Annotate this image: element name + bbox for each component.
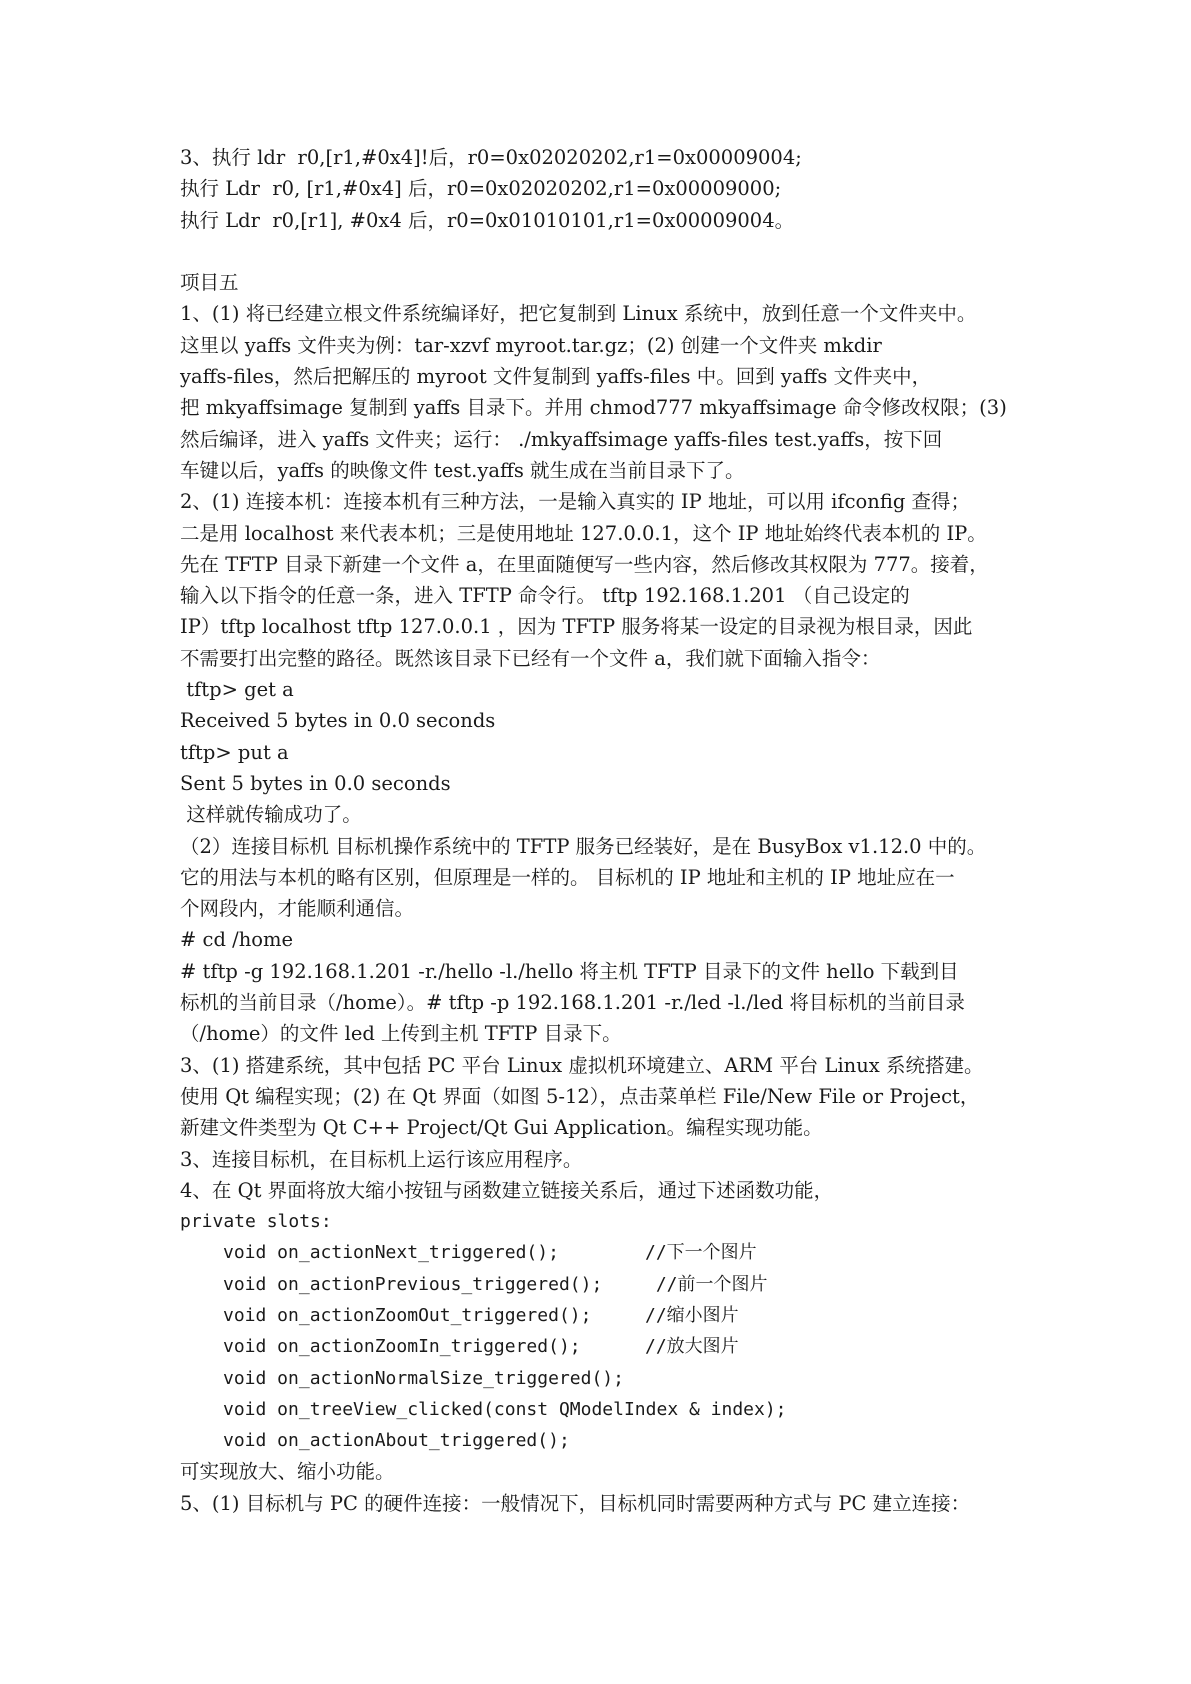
text-line: 这样就传输成功了。: [180, 803, 362, 827]
code-line: [180, 1331, 1010, 1362]
code-comment: //前一个图片: [645, 1273, 768, 1295]
code-line: [180, 1269, 1010, 1300]
code-line: [180, 1237, 1010, 1268]
text-line: 执行 Ldr r0, [r1,#0x4] 后，r0=0x02020202,r1=0x00009000;: [180, 177, 782, 201]
code-text: void on_treeView_clicked(const QModelIndex & index);: [223, 1398, 787, 1420]
text-line: # tftp -g 192.168.1.201 -r./hello -l./hello 将主机 TFTP 目录下的文件 hello 下载到目: [180, 959, 959, 983]
code-comment: //下一个图片: [645, 1242, 757, 1264]
command-line: # cd /home: [180, 928, 294, 952]
text-line: 3、(1) 搭建系统，其中包括 PC 平台 Linux 虚拟机环境建立、ARM 平台 Linux 系统搭建。: [180, 1053, 984, 1077]
text-line: 然后编译，进入 yaffs 文件夹；运行： ./mkyaffsimage yaffs-files test.yaffs，按下回: [180, 427, 943, 451]
code-text: void on_actionPrevious_triggered();: [223, 1273, 603, 1295]
section-heading: 项目五: [180, 271, 239, 295]
text-line: 1、(1) 将已经建立根文件系统编译好，把它复制到 Linux 系统中，放到任意一个文件夹中。: [180, 302, 977, 326]
code-text: void on_actionZoomIn_triggered();: [223, 1336, 581, 1358]
command-line: tftp> get a: [180, 678, 294, 702]
blank-line: [180, 236, 1010, 267]
document-page: [180, 142, 1010, 1519]
code-text: void on_actionNext_triggered();: [223, 1242, 559, 1264]
text-line: 3、连接目标机，在目标机上运行该应用程序。: [180, 1147, 583, 1171]
text-line: 4、在 Qt 界面将放大缩小按钮与函数建立链接关系后，通过下述函数功能，: [180, 1178, 834, 1202]
text-line: 车键以后，yaffs 的映像文件 test.yaffs 就生成在当前目录下了。: [180, 458, 745, 482]
text-line: 它的用法与本机的略有区别，但原理是一样的。 目标机的 IP 地址和主机的 IP 地址应在一: [180, 865, 955, 889]
code-comment: //放大图片: [645, 1336, 739, 1358]
code-header: private slots:: [180, 1211, 332, 1233]
text-line: （/home）的文件 led 上传到主机 TFTP 目录下。: [180, 1022, 622, 1046]
command-line: tftp> put a: [180, 740, 289, 764]
text-line: yaffs-files，然后把解压的 myroot 文件复制到 yaffs-files 中。回到 yaffs 文件夹中，: [180, 365, 932, 389]
text-line: IP）tftp localhost tftp 127.0.0.1 ，因为 TFTP 服务将某一设定的目录视为根目录，因此: [180, 615, 973, 639]
code-line: [180, 1425, 1010, 1456]
output-line: Received 5 bytes in 0.0 seconds: [180, 709, 496, 733]
text-line: 5、(1) 目标机与 PC 的硬件连接：一般情况下，目标机同时需要两种方式与 PC 建立连接：: [180, 1491, 971, 1515]
text-line: 执行 Ldr r0,[r1], #0x4 后，r0=0x01010101,r1=0x00009004。: [180, 208, 795, 232]
code-text: void on_actionAbout_triggered();: [223, 1430, 570, 1452]
code-comment: //缩小图片: [645, 1304, 739, 1326]
text-line: 把 mkyaffsimage 复制到 yaffs 目录下。并用 chmod777 mkyaffsimage 命令修改权限；(3): [180, 396, 1007, 420]
text-line: 个网段内，才能顺利通信。: [180, 897, 415, 921]
code-line: [180, 1394, 1010, 1425]
code-text: void on_actionZoomOut_triggered();: [223, 1304, 592, 1326]
code-text: void on_actionNormalSize_triggered();: [223, 1367, 624, 1389]
text-line: 使用 Qt 编程实现；(2) 在 Qt 界面（如图 5-12），点击菜单栏 File/New File or Project，: [180, 1084, 980, 1108]
text-line: 这里以 yaffs 文件夹为例：tar-xzvf myroot.tar.gz；(2) 创建一个文件夹 mkdir: [180, 333, 882, 357]
text-line: 标机的当前目录（/home）。# tftp -p 192.168.1.201 -r./led -l./led 将目标机的当前目录: [180, 991, 965, 1015]
text-line: 2、(1) 连接本机：连接本机有三种方法，一是输入真实的 IP 地址，可以用 ifconfig 查得；: [180, 490, 971, 514]
text-line: 3、执行 ldr r0,[r1,#0x4]!后，r0=0x02020202,r1=0x00009004;: [180, 146, 802, 169]
text-line: 输入以下指令的任意一条，进入 TFTP 命令行。 tftp 192.168.1.201 （自己设定的: [180, 584, 910, 608]
text-line: 新建文件类型为 Qt C++ Project/Qt Gui Application。编程实现功能。: [180, 1116, 823, 1140]
code-line: [180, 1300, 1010, 1331]
text-line: 先在 TFTP 目录下新建一个文件 a，在里面随便写一些内容，然后修改其权限为 777。接着，: [180, 552, 989, 576]
text-line: 不需要打出完整的路径。既然该目录下已经有一个文件 a，我们就下面输入指令：: [180, 646, 881, 670]
text-line: 可实现放大、缩小功能。: [180, 1460, 395, 1484]
text-line: 二是用 localhost 来代表本机；三是使用地址 127.0.0.1，这个 IP 地址始终代表本机的 IP。: [180, 521, 987, 545]
output-line: Sent 5 bytes in 0.0 seconds: [180, 771, 451, 795]
text-line: （2）连接目标机 目标机操作系统中的 TFTP 服务已经装好，是在 BusyBox v1.12.0 中的。: [180, 834, 987, 858]
code-line: [180, 1363, 1010, 1394]
